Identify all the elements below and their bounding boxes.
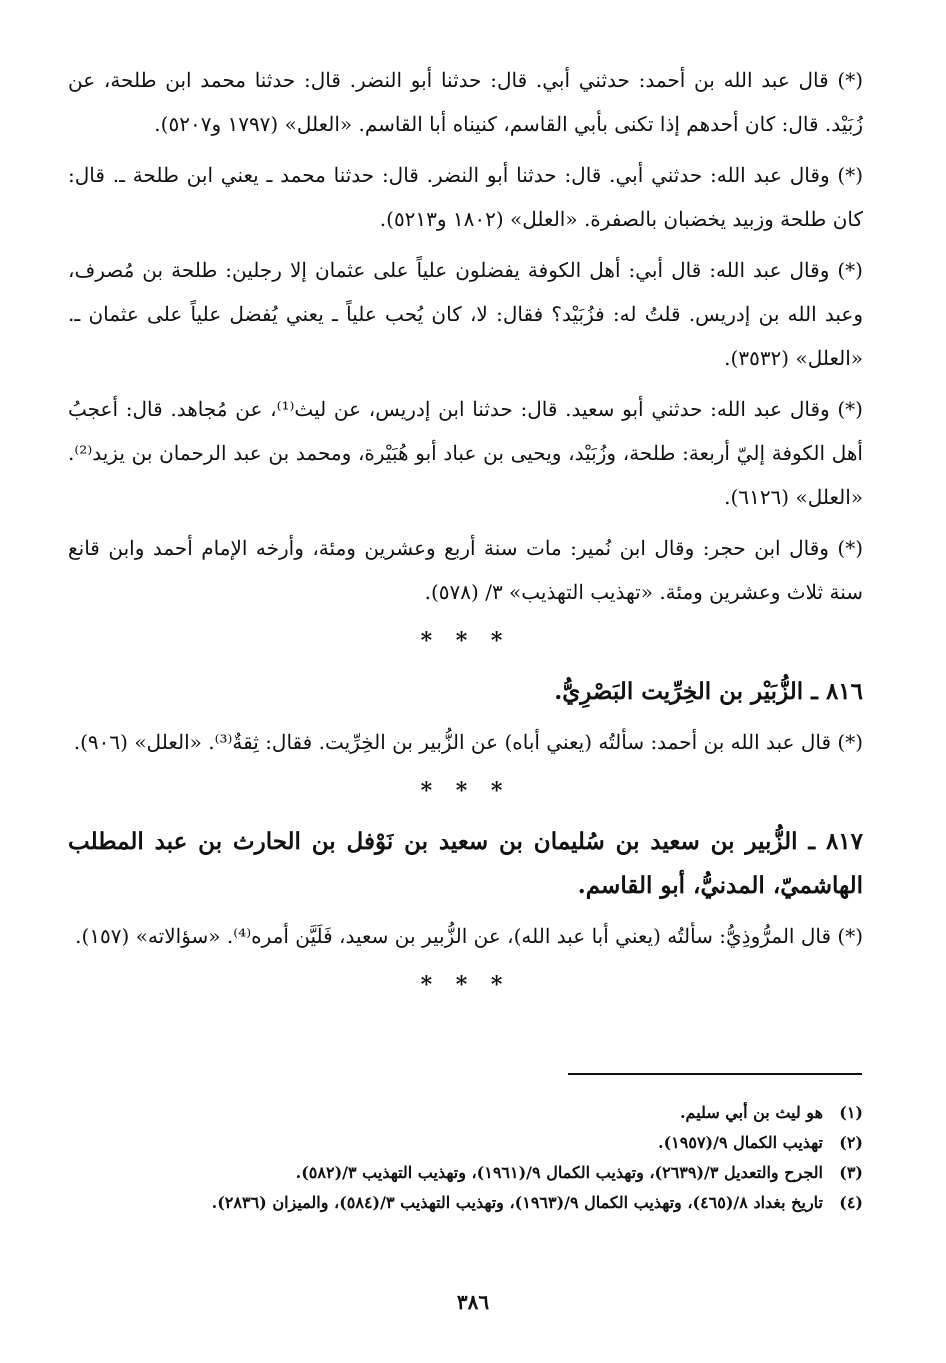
paragraph: (*) وقال عبد الله: حدثني أبو سعيد. قال: حدثنا ابن إدريس، عن ليث⁽¹⁾، عن مُجاهد. قال: أعجبُ أهل الكوفة إليّ أربعة: طلحة، وزُبَيْد، ويحيى بن عباد أبو هُبَيْرة، ومحمد بن عبد الرحمان بن يزيد⁽²⁾. «العلل» (٦١٢٦). — [68, 397, 863, 509]
entry-heading-817: ٨١٧ ـ الزُّبير بن سعيد بن سُليمان بن سعيد بن نَوْفل بن الحارث بن عبد المطلب الهاشميّ، المدنيُّ، أبو القاسم. — [68, 828, 863, 899]
footnote-number: (٢) — [839, 1133, 863, 1152]
footnote-rule — [568, 1073, 862, 1075]
footnote-number: (٣) — [839, 1163, 863, 1182]
entry-text-817: (*) قال المرُّوذِيُّ: سألتُه (يعني أبا عبد الله)، عن الزُّبير بن سعيد، فَلَيَّن أمره⁽⁴⁾. «سؤالاته» (١٥٧). — [75, 924, 863, 948]
footnote-text: تهذيب الكمال ٩/(١٩٥٧). — [658, 1133, 823, 1152]
footnote-text: الجرح والتعديل ٣/(٢٦٣٩)، وتهذيب الكمال ٩/(١٩٦١)، وتهذيب التهذيب ٣/(٥٨٢). — [295, 1163, 823, 1182]
section-separator: * * * — [420, 778, 511, 804]
entry-text-816: (*) قال عبد الله بن أحمد: سألتُه (يعني أباه) عن الزُّبير بن الخِرِّيت. فقال: ثِقةٌ⁽³⁾. «العلل» (٩٠٦). — [73, 730, 863, 754]
footnote-number: (٤) — [839, 1193, 863, 1212]
entry-heading-816: ٨١٦ ـ الزُّبَيْر بن الخِرِّيت البَصْرِيُّ. — [554, 678, 863, 705]
page-body — [68, 58, 863, 1014]
paragraph: (*) وقال ابن حجر: وقال ابن نُمير: مات سنة أربع وعشرين ومئة، وأرخه الإمام أحمد وابن قانع سنة ثلاث وعشرين ومئة. «تهذيب التهذيب» ٣/ (٥٧٨). — [68, 536, 863, 604]
section-separator: * * * — [420, 972, 511, 998]
footnote-text: هو ليث بن أبي سليم. — [679, 1103, 823, 1122]
footnotes — [68, 1098, 863, 1218]
paragraph: (*) وقال عبد الله: حدثني أبي. قال: حدثنا أبو النضر. قال: حدثنا محمد ـ يعني ابن طلحة ـ. قال: كان طلحة وزبيد يخضبان بالصفرة. «العلل» (١٨٠٢ و٥٢١٣). — [68, 163, 863, 231]
paragraph: (*) وقال عبد الله: قال أبي: أهل الكوفة يفضلون علياً على عثمان إلا رجلين: طلحة بن مُصرف، وعبد الله بن إدريس. قلتُ له: فزُبَيْد؟ فقال: لا، كان يُحب علياً ـ يعني يُفضل علياً على عثمان ـ. «العلل» (٣٥٣٢). — [68, 258, 863, 370]
footnote — [68, 1098, 863, 1128]
footnote-number: (١) — [839, 1103, 863, 1122]
section-separator: * * * — [420, 628, 511, 654]
footnote — [68, 1128, 863, 1158]
footnote-text: تاريخ بغداد ٨/(٤٦٥)، وتهذيب الكمال ٩/(١٩٦٣)، وتهذيب التهذيب ٣/(٥٨٤)، والميزان (٢٨٣٦). — [211, 1193, 823, 1212]
footnote — [68, 1188, 863, 1218]
paragraph: (*) قال عبد الله بن أحمد: حدثني أبي. قال: حدثنا أبو النضر. قال: حدثنا محمد ابن طلحة، عن زُبَيْد. قال: كان أحدهم إذا تكنى بأبي القاسم، كنيناه أبا القاسم. «العلل» (١٧٩٧ و٥٢٠٧). — [68, 68, 863, 136]
page-number: ٣٨٦ — [456, 1290, 490, 1314]
footnote — [68, 1158, 863, 1188]
